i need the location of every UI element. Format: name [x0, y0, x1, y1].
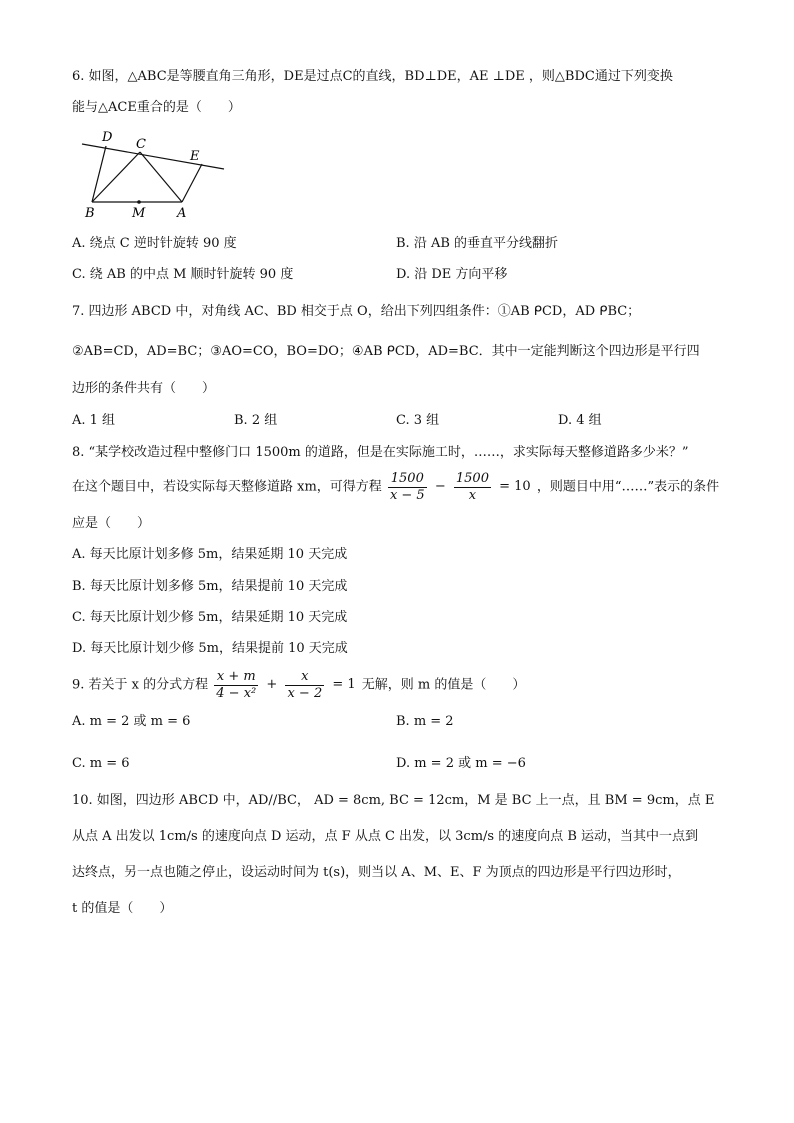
q9-frac2-denominator: x − 2: [287, 685, 323, 701]
label-b: B: [85, 206, 95, 221]
q6-option-c[interactable]: C. 绕 AB 的中点 M 顺时针旋转 90 度: [72, 267, 294, 282]
q10-stem-line4: t 的值是（ ）: [72, 901, 173, 916]
segment-bc: [92, 152, 140, 202]
q8-frac2-denominator: x: [468, 487, 477, 503]
q8-stem-line2-text-a: 在这个题目中，若设实际每天整修道路 xm，可得方程: [72, 479, 382, 495]
q8-frac1-denominator: x − 5: [389, 487, 425, 503]
q9-plus-sign: +: [266, 677, 278, 692]
q9-stem-text-a: 9. 若关于 x 的分式方程: [72, 677, 209, 693]
q10-stem-line2: 从点 A 出发以 1cm/s 的速度向点 D 运动，点 F 从点 C 出发，以 3cm/s 的速度向点 B 运动，当其中一点到: [72, 829, 699, 844]
q8-option-d[interactable]: D. 每天比原计划少修 5m，结果提前 10 天完成: [72, 641, 348, 656]
q9-option-c[interactable]: C. m = 6: [72, 756, 130, 771]
q6-option-a[interactable]: A. 绕点 C 逆时针旋转 90 度: [72, 236, 237, 251]
q8-option-b[interactable]: B. 每天比原计划多修 5m，结果提前 10 天完成: [72, 579, 348, 594]
q8-fraction-2: [454, 471, 491, 504]
q9-equals: = 1: [332, 677, 356, 692]
q8-equals: = 10: [499, 479, 531, 494]
q7-option-d[interactable]: D. 4 组: [558, 413, 602, 428]
q9-frac1-numerator: x + m: [214, 669, 258, 686]
q8-stem-line1: 8. “某学校改造过程中整修门口 1500m 的道路，但是在实际施工时，……，求实际每天整修道路多少米？”: [72, 445, 689, 460]
q6-stem-line2: 能与△ACE重合的是（ ）: [72, 100, 241, 115]
q7-stem-line3: 边形的条件共有（ ）: [72, 381, 216, 396]
q9-stem: [72, 668, 525, 703]
q7-stem-line2: ②AB=CD，AD=BC；③AO=CO，BO=DO；④AB ᑭCD，AD=BC．其中一定能判断这个四边形是平行四: [72, 344, 700, 359]
label-c: C: [136, 137, 146, 152]
label-m: M: [132, 206, 146, 221]
q6-stem-line1: 6. 如图，△ABC是等腰直角三角形，DE是过点C的直线，BD⊥DE，AE ⊥DE ，则△BDC通过下列变换: [72, 69, 673, 84]
segment-ae: [182, 164, 202, 202]
q7-option-a[interactable]: A. 1 组: [72, 413, 116, 428]
q8-option-c[interactable]: C. 每天比原计划少修 5m，结果延期 10 天完成: [72, 610, 348, 625]
q8-minus-sign: −: [434, 479, 446, 494]
q9-option-d[interactable]: D. m = 2 或 m = −6: [396, 756, 526, 771]
q8-option-a[interactable]: A. 每天比原计划多修 5m，结果延期 10 天完成: [72, 547, 348, 562]
q9-frac1-denominator: 4 − x²: [216, 685, 257, 701]
q9-fraction-1: [214, 669, 258, 702]
label-e: E: [190, 149, 200, 164]
midpoint-m: [137, 200, 141, 204]
label-d: D: [102, 130, 113, 145]
q9-fraction-2: [285, 669, 324, 702]
q6-option-d[interactable]: D. 沿 DE 方向平移: [396, 267, 508, 282]
q9-stem-text-b: 无解，则 m 的值是（ ）: [361, 677, 526, 693]
q7-stem-line1: 7. 四边形 ABCD 中，对角线 AC、BD 相交于点 O，给出下列四组条件：①AB ᑭCD，AD ᑭBC；: [72, 304, 641, 319]
q8-stem-line3: 应是（ ）: [72, 516, 151, 531]
q8-fraction-1: [388, 471, 427, 504]
q10-stem-line3: 达终点，另一点也随之停止，设运动时间为 t(s)，则当以 A、M、E、F 为顶点的四边形是平行四边形时，: [72, 865, 681, 880]
q9-option-b[interactable]: B. m = 2: [396, 714, 454, 729]
q6-figure: [72, 126, 242, 222]
q8-stem-line2-text-b: ，则题目中用“……”表示的条件: [536, 479, 720, 495]
q9-frac2-numerator: x: [285, 669, 324, 686]
q8-frac1-numerator: 1500: [388, 471, 427, 488]
q7-option-c[interactable]: C. 3 组: [396, 413, 440, 428]
segment-bd: [92, 146, 106, 202]
label-a: A: [177, 206, 187, 221]
q7-option-b[interactable]: B. 2 组: [234, 413, 278, 428]
q8-frac2-numerator: 1500: [455, 470, 489, 486]
q8-stem-line2: [72, 470, 719, 505]
segment-ca: [140, 152, 182, 202]
q6-option-b[interactable]: B. 沿 AB 的垂直平分线翻折: [396, 236, 559, 251]
q10-stem-line1: 10. 如图，四边形 ABCD 中，AD//BC， AD = 8cm, BC = 12cm，M 是 BC 上一点，且 BM = 9cm，点 E: [72, 793, 715, 808]
q9-option-a[interactable]: A. m = 2 或 m = 6: [72, 714, 191, 729]
